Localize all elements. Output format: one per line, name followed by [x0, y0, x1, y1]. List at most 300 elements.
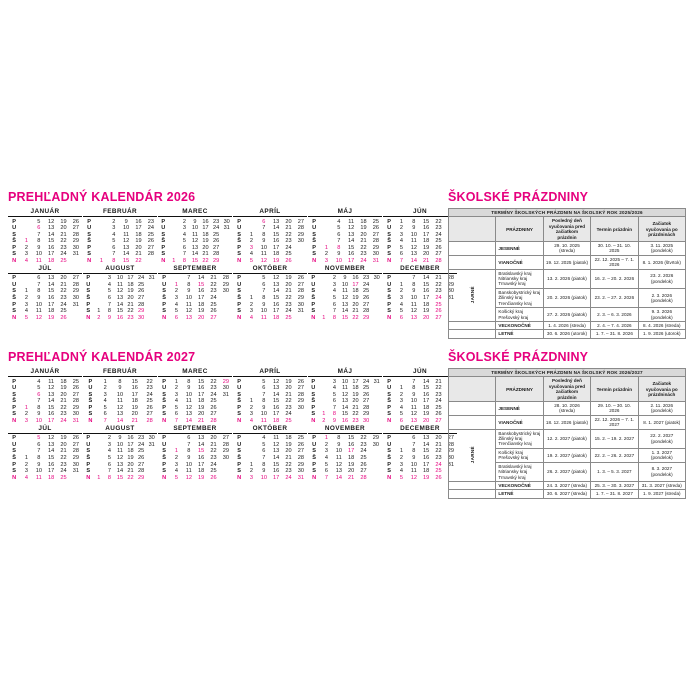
- week-day-row: [233, 448, 307, 455]
- month-name: JÚN: [383, 368, 457, 377]
- day-cell: 6: [399, 314, 404, 321]
- day-cell: [371, 288, 382, 295]
- day-cell: [371, 302, 382, 309]
- day-cell: 7: [262, 454, 266, 461]
- day-of-week-label: N: [312, 258, 317, 265]
- day-cell: 12: [410, 411, 417, 418]
- day-cell: 11: [185, 398, 192, 405]
- week-day-row: [158, 245, 232, 252]
- day-cell: 16: [198, 454, 205, 461]
- day-cell: 22: [210, 378, 217, 385]
- week-day-row: [83, 442, 157, 449]
- day-cell: 7: [187, 441, 191, 448]
- day-cell: 5: [174, 308, 179, 315]
- week-day-row: [83, 275, 157, 282]
- day-cell: 7: [103, 418, 107, 425]
- day-cell: 28: [447, 275, 454, 282]
- day-cell: 31: [297, 308, 304, 315]
- day-cell: 13: [116, 411, 124, 418]
- day-cell: 14: [273, 391, 280, 398]
- week-day-row: [8, 282, 82, 289]
- day-cell: 8: [182, 258, 186, 265]
- week-day-row: [83, 462, 157, 469]
- week-day-row: [83, 251, 157, 258]
- week-day-row: [308, 455, 382, 462]
- day-of-week-label: S: [86, 308, 91, 315]
- day-cell: [245, 219, 257, 226]
- day-of-week-label: S: [12, 231, 17, 238]
- day-cell: [20, 282, 32, 289]
- day-cell: [320, 219, 332, 226]
- day-cell: 6: [112, 244, 116, 251]
- day-cell: 12: [335, 461, 342, 468]
- day-cell: 24: [362, 281, 370, 288]
- week-day-row: [308, 251, 382, 258]
- day-cell: 21: [360, 238, 367, 245]
- day-cell: 22: [360, 435, 367, 442]
- week-day-row: [308, 288, 382, 295]
- day-cell: [245, 379, 257, 386]
- week-day-row: [158, 448, 232, 455]
- day-cell: 20: [285, 218, 292, 225]
- day-cell: 11: [273, 435, 280, 442]
- day-cell: 8: [332, 314, 336, 321]
- holiday-date-cell: 8. 1. 2026 (štvrtok): [638, 255, 685, 269]
- day-cell: 12: [273, 275, 280, 282]
- month-august: [83, 425, 157, 482]
- day-of-week-label: P: [312, 461, 317, 468]
- day-cell: 3: [399, 294, 404, 301]
- day-cell: 13: [341, 301, 349, 308]
- day-cell: 28: [372, 238, 379, 245]
- day-cell: 9: [337, 441, 341, 448]
- week-day-row: [83, 385, 157, 392]
- holiday-name: Košický kraj Prešovský kraj: [496, 308, 543, 322]
- day-cell: 6: [337, 231, 341, 238]
- day-of-week-label: S: [237, 391, 242, 398]
- day-cell: 11: [48, 378, 55, 385]
- day-cell: 30: [222, 288, 229, 295]
- day-cell: [319, 302, 330, 309]
- day-cell: 29: [297, 231, 304, 238]
- week-day-row: [383, 442, 457, 449]
- day-cell: 31: [447, 461, 454, 468]
- day-cell: [169, 245, 180, 252]
- day-cell: 20: [202, 244, 209, 251]
- holiday-date-cell: 2. 3. – 6. 3. 2026: [591, 308, 638, 322]
- day-cell: 8: [412, 448, 416, 455]
- day-cell: 9: [118, 385, 122, 392]
- day-cell: 21: [60, 281, 67, 288]
- week-day-row: [83, 405, 157, 412]
- holiday-name: VIANOČNÉ: [496, 415, 543, 429]
- day-cell: 27: [72, 441, 79, 448]
- holiday-date-cell: 29. 10. – 30. 10. 2026: [591, 402, 638, 416]
- day-of-week-label: Š: [311, 398, 316, 405]
- day-of-week-label: S: [12, 448, 17, 455]
- day-cell: 5: [262, 441, 266, 448]
- week-day-row: [83, 302, 157, 309]
- day-cell: 31: [72, 301, 79, 308]
- day-cell: 2: [324, 441, 329, 448]
- holiday-column-header: Posledný deň vyučovania pred začiatkom prázdnin: [543, 377, 590, 402]
- day-cell: 2: [24, 461, 29, 468]
- week-day-row: [383, 282, 457, 289]
- day-cell: 26: [60, 314, 67, 321]
- day-cell: 20: [60, 225, 67, 232]
- week-day-row: [233, 219, 307, 226]
- day-cell: 26: [147, 238, 154, 245]
- day-cell: 14: [423, 441, 430, 448]
- day-cell: 26: [297, 275, 304, 282]
- day-cell: 9: [337, 251, 341, 258]
- day-cell: 23: [360, 251, 367, 258]
- holiday-group-spacer: [449, 255, 496, 269]
- day-cell: [319, 275, 330, 282]
- holiday-date-cell: 31. 3. 2027 (streda): [638, 481, 685, 489]
- week-day-row: [233, 392, 307, 399]
- day-cell: 15: [273, 294, 280, 301]
- day-cell: 17: [198, 294, 205, 301]
- day-cell: 21: [210, 441, 217, 448]
- calendar-2027: [8, 350, 458, 481]
- day-cell: 7: [412, 378, 416, 385]
- day-cell: 3: [174, 391, 179, 398]
- day-cell: 1: [24, 454, 29, 461]
- day-cell: 24: [285, 244, 292, 251]
- holiday-table: [448, 368, 686, 499]
- week-day-row: [8, 302, 82, 309]
- day-of-week-label: S: [87, 231, 92, 238]
- day-of-week-label: S: [237, 308, 242, 315]
- day-cell: 3: [324, 258, 329, 265]
- day-cell: [95, 225, 107, 232]
- day-of-week-label: N: [312, 474, 317, 481]
- day-cell: 11: [410, 468, 417, 475]
- day-cell: 7: [182, 251, 186, 258]
- month-grid: [233, 275, 307, 321]
- week-day-row: [383, 379, 457, 386]
- day-cell: [94, 462, 105, 469]
- day-cell: 9: [187, 288, 191, 295]
- day-cell: 24: [435, 231, 442, 238]
- holiday-group-spacer: [449, 490, 496, 498]
- day-cell: 11: [192, 231, 198, 238]
- day-cell: 19: [285, 378, 292, 385]
- day-cell: 2: [399, 391, 404, 398]
- day-cell: 6: [37, 275, 41, 282]
- day-cell: [370, 462, 382, 469]
- day-of-week-label: N: [237, 418, 242, 425]
- day-of-week-label: P: [161, 244, 166, 251]
- day-cell: 26: [210, 308, 217, 315]
- day-cell: 28: [146, 418, 153, 425]
- week-day-row: [8, 442, 82, 449]
- month-grid: [158, 275, 232, 321]
- day-of-week-label: P: [12, 461, 17, 468]
- day-cell: 25: [60, 474, 67, 481]
- day-of-week-label: U: [387, 225, 392, 232]
- week-day-row: [158, 219, 232, 226]
- calendar-half: [8, 208, 458, 265]
- day-cell: 23: [285, 238, 292, 245]
- day-cell: 30: [222, 454, 229, 461]
- day-cell: 26: [360, 461, 367, 468]
- day-cell: 17: [131, 391, 138, 398]
- month-grid: [8, 275, 82, 321]
- day-cell: 24: [137, 441, 145, 448]
- day-cell: 8: [112, 258, 116, 265]
- day-of-week-label: P: [12, 378, 17, 385]
- day-cell: 4: [174, 301, 179, 308]
- day-of-week-label: P: [86, 301, 91, 308]
- day-cell: [94, 275, 105, 282]
- day-cell: 13: [423, 435, 430, 442]
- day-cell: 3: [399, 398, 404, 405]
- day-cell: 4: [24, 308, 29, 315]
- day-cell: 29: [447, 281, 454, 288]
- day-cell: 13: [410, 251, 417, 258]
- day-cell: [245, 448, 257, 455]
- day-cell: [94, 442, 105, 449]
- holiday-date-cell: 28. 10. 2026 (streda): [543, 402, 590, 416]
- day-of-week-label: Š: [86, 294, 91, 301]
- day-cell: 1: [174, 378, 179, 385]
- month-grid: [8, 379, 82, 425]
- week-day-row: [158, 442, 232, 449]
- day-cell: 10: [35, 418, 42, 425]
- day-cell: 15: [123, 258, 130, 265]
- day-cell: 1: [249, 398, 254, 405]
- month-grid: [308, 219, 382, 265]
- day-cell: [245, 392, 257, 399]
- week-day-row: [83, 295, 157, 302]
- day-cell: 6: [412, 435, 416, 442]
- day-cell: 24: [210, 294, 217, 301]
- day-cell: 25: [285, 314, 292, 321]
- week-day-row: [83, 225, 157, 232]
- day-cell: [146, 455, 157, 462]
- day-cell: 22: [435, 448, 442, 455]
- day-cell: 16: [131, 385, 138, 392]
- day-cell: 3: [324, 448, 329, 455]
- day-cell: 7: [187, 275, 191, 282]
- day-cell: 3: [249, 244, 254, 251]
- day-cell: 12: [260, 258, 267, 265]
- day-of-week-label: N: [87, 258, 92, 265]
- day-of-week-label: S: [311, 391, 316, 398]
- day-cell: 4: [174, 398, 179, 405]
- day-cell: 27: [435, 418, 442, 425]
- month-september: [158, 425, 232, 482]
- day-cell: 13: [191, 244, 199, 251]
- month-name: OKTÓBER: [233, 265, 307, 274]
- day-cell: [169, 219, 180, 226]
- day-of-week-label: P: [12, 218, 17, 225]
- day-of-week-label: U: [162, 281, 167, 288]
- day-of-week-label: U: [88, 385, 93, 392]
- day-cell: [220, 295, 232, 302]
- day-cell: 23: [146, 385, 153, 392]
- day-of-week-label: S: [12, 288, 17, 295]
- day-of-week-label: S: [86, 468, 91, 475]
- day-cell: 21: [127, 468, 134, 475]
- day-cell: [319, 392, 330, 399]
- day-cell: 24: [285, 411, 292, 418]
- holiday-date-cell: 22. 2. 2027 (pondelok): [638, 429, 685, 448]
- day-of-week-label: N: [162, 418, 167, 425]
- day-cell: 16: [48, 294, 55, 301]
- day-cell: 9: [262, 238, 266, 245]
- day-cell: 3: [24, 251, 29, 258]
- month-name: AUGUST: [83, 265, 157, 274]
- day-cell: 24: [285, 474, 292, 481]
- week-day-row: [8, 308, 82, 315]
- day-cell: 11: [35, 258, 42, 265]
- day-cell: 19: [48, 314, 55, 321]
- day-cell: [220, 308, 232, 315]
- day-cell: 16: [127, 435, 134, 442]
- day-cell: 29: [222, 378, 229, 385]
- week-day-row: [383, 455, 457, 462]
- day-cell: 11: [410, 404, 417, 411]
- day-cell: 29: [137, 308, 145, 315]
- day-cell: 20: [423, 418, 430, 425]
- day-cell: 3: [24, 468, 29, 475]
- month-name: APRÍL: [233, 208, 307, 217]
- day-of-week-label: P: [311, 378, 316, 385]
- day-cell: [20, 398, 32, 405]
- day-cell: 17: [352, 281, 359, 288]
- week-day-row: [383, 238, 457, 245]
- day-cell: 8: [412, 385, 416, 392]
- day-cell: 3: [107, 441, 111, 448]
- week-day-row: [308, 295, 382, 302]
- day-of-week-label: P: [312, 244, 317, 251]
- week-day-row: [158, 258, 232, 265]
- holiday-date-cell: 25. 3. – 30. 3. 2027: [591, 481, 638, 489]
- day-cell: 21: [60, 398, 67, 405]
- day-cell: 30: [72, 294, 79, 301]
- day-of-week-label: Š: [387, 294, 392, 301]
- day-cell: 6: [262, 281, 266, 288]
- day-of-week-label: P: [237, 218, 242, 225]
- day-cell: 30: [222, 385, 229, 392]
- day-cell: 14: [48, 448, 55, 455]
- month-grid: [158, 379, 232, 425]
- holiday-column-header: Posledný deň vyučovania pred začiatkom prázdnin: [543, 217, 590, 242]
- day-cell: [221, 251, 232, 258]
- day-of-week-label: N: [86, 314, 91, 321]
- week-day-row: [158, 238, 232, 245]
- day-of-week-label: S: [387, 468, 392, 475]
- day-cell: [221, 232, 232, 239]
- day-cell: 21: [131, 418, 138, 425]
- holiday-group-spacer: [449, 415, 496, 429]
- holiday-name: LETNÉ: [496, 330, 543, 338]
- day-cell: [94, 302, 105, 309]
- week-day-row: [158, 462, 232, 469]
- day-cell: 22: [60, 288, 67, 295]
- day-cell: 24: [362, 378, 370, 385]
- day-cell: 21: [198, 418, 205, 425]
- day-cell: 29: [72, 404, 79, 411]
- day-cell: 30: [148, 435, 155, 442]
- day-cell: 30: [447, 454, 454, 461]
- day-cell: 27: [435, 314, 442, 321]
- day-cell: 27: [137, 461, 145, 468]
- day-cell: 17: [198, 461, 205, 468]
- day-cell: 10: [335, 448, 342, 455]
- holiday-date-cell: 23. 2. – 27. 2. 2026: [591, 288, 638, 307]
- week-day-row: [8, 251, 82, 258]
- holiday-date-cell: 8. 1. 2027 (piatok): [638, 415, 685, 429]
- day-cell: 27: [447, 435, 454, 442]
- day-cell: 15: [48, 404, 55, 411]
- day-cell: 14: [423, 275, 430, 282]
- week-day-row: [233, 435, 307, 442]
- day-cell: 13: [410, 418, 417, 425]
- holiday-group-spacer: [449, 321, 496, 329]
- month-grid: [8, 435, 82, 481]
- day-cell: 17: [423, 461, 430, 468]
- day-cell: 31: [297, 474, 304, 481]
- day-cell: 23: [60, 461, 67, 468]
- day-cell: 6: [107, 461, 111, 468]
- week-day-row: [158, 295, 232, 302]
- day-cell: 25: [212, 231, 220, 238]
- holiday-date-cell: 19. 2. 2027 (piatok): [543, 448, 590, 462]
- day-cell: 20: [360, 231, 367, 238]
- week-day-row: [83, 288, 157, 295]
- day-cell: 23: [435, 225, 442, 232]
- week-day-row: [158, 475, 232, 482]
- day-cell: 26: [297, 441, 304, 448]
- day-cell: 17: [135, 225, 142, 232]
- day-of-week-label: P: [311, 275, 316, 282]
- day-cell: 18: [127, 281, 134, 288]
- day-cell: [245, 288, 257, 295]
- day-cell: 15: [198, 448, 205, 455]
- calendar-2026-months: [8, 208, 458, 321]
- day-cell: 26: [212, 238, 220, 245]
- day-of-week-label: Š: [162, 398, 167, 405]
- day-cell: 6: [332, 301, 336, 308]
- day-cell: 14: [48, 281, 55, 288]
- day-cell: 24: [60, 251, 67, 258]
- week-day-row: [308, 435, 382, 442]
- week-day-row: [83, 315, 157, 322]
- day-cell: 7: [37, 231, 41, 238]
- day-cell: 5: [174, 474, 179, 481]
- day-cell: 13: [273, 281, 280, 288]
- day-cell: [395, 435, 407, 442]
- day-cell: 2: [24, 244, 29, 251]
- day-cell: 15: [116, 474, 124, 481]
- month-name: NOVEMBER: [308, 425, 382, 434]
- day-cell: 23: [435, 391, 442, 398]
- day-cell: 15: [423, 448, 430, 455]
- day-cell: 1: [99, 258, 104, 265]
- day-cell: 15: [48, 288, 55, 295]
- day-cell: 22: [60, 404, 67, 411]
- day-cell: 4: [174, 468, 179, 475]
- holiday-date-cell: 20. 2. 2026 (piatok): [543, 288, 590, 307]
- month-september: [158, 265, 232, 322]
- holiday-row: [449, 321, 686, 329]
- day-cell: 19: [127, 288, 134, 295]
- day-cell: 4: [324, 454, 329, 461]
